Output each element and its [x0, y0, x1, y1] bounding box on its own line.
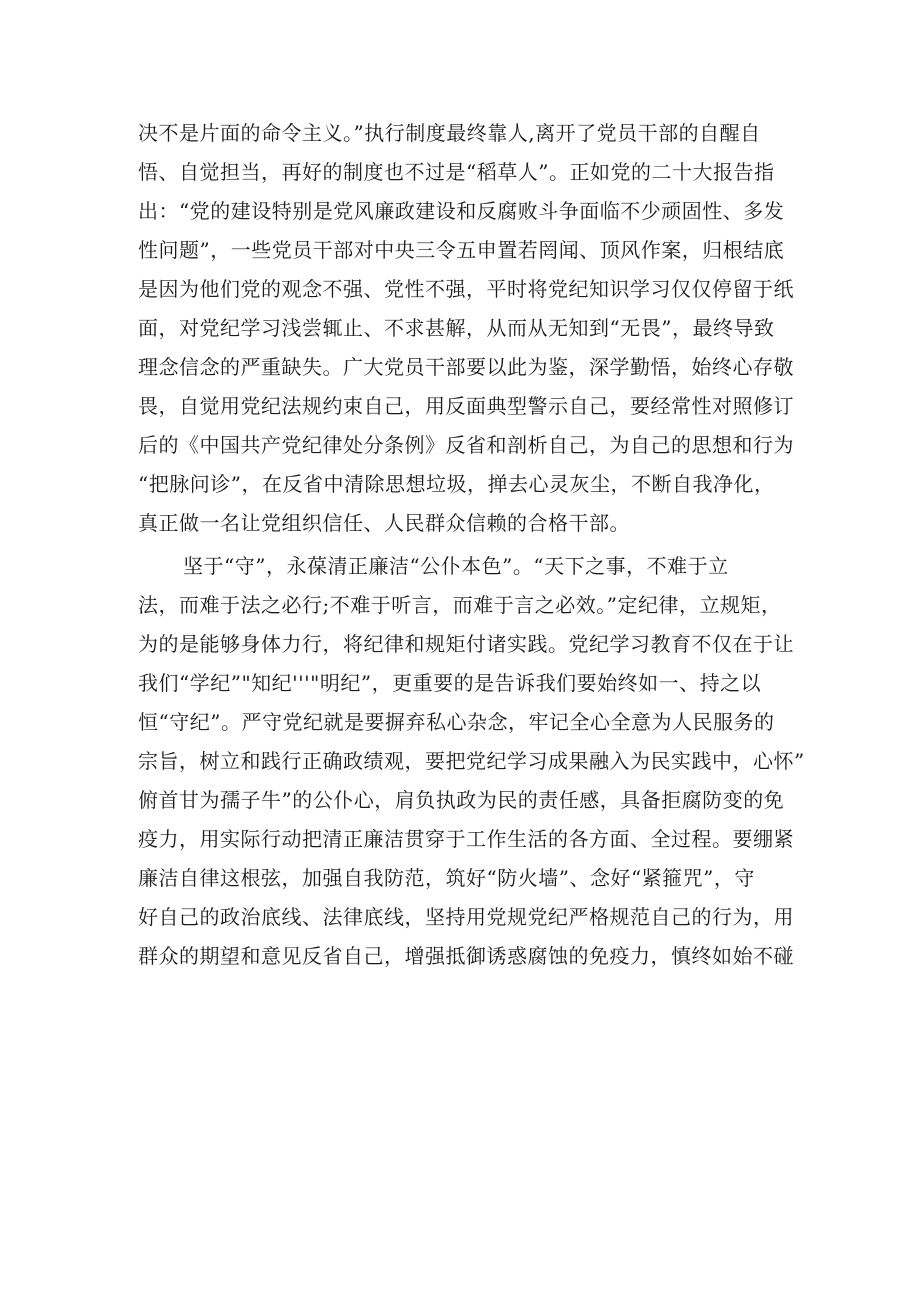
text-line: 为的是能够身体力行，将纪律和规矩付诸实践。党纪学习教育不仅在于让 [138, 632, 794, 656]
text-line: 疫力，用实际行动把清正廉洁贯穿于工作生活的各方面、全过程。要绷紧 [138, 827, 794, 851]
text-line: “把脉问诊”，在反省中清除思想垃圾，掸去心灵灰尘，不断自我净化， [138, 472, 775, 496]
text-line: 后的《中国共产党纪律处分条例》反省和剖析自己，为自己的思想和行为 [138, 433, 794, 457]
text-line: 是因为他们党的观念不强、党性不强，平时将党纪知识学习仅仅停留于纸 [138, 277, 794, 301]
text-line: 决不是片面的命令主义。”执行制度最终靠人,离开了党员干部的自醒自 [138, 121, 761, 145]
text-line: 出：“党的建设特别是党风廉政建设和反腐败斗争面临不少顽固性、多发 [138, 199, 785, 223]
text-line: 面，对党纪学习浅尝辄止、不求甚解，从而从无知到“无畏”，最终导致 [138, 316, 775, 340]
text-line: 好自己的政治底线、法律底线，坚持用党规党纪严格规范自己的行为，用 [138, 905, 794, 929]
text-line: 悟、自觉担当，再好的制度也不过是“稻草人”。正如党的二十大报告指 [138, 160, 775, 184]
text-line: 宗旨，树立和践行正确政绩观，要把党纪学习成果融入为民实践中，心怀” [138, 749, 805, 773]
text-line: 恒“守纪”。严守党纪就是要摒弃私心杂念，牢记全心全意为人民服务的 [138, 710, 775, 734]
text-line: 俯首甘为孺子牛”的公仆心，肩负执政为民的责任感，具备拒腐防变的免 [138, 788, 785, 812]
text-line: 坚于“守”，永葆清正廉洁“公仆本色”。“天下之事，不难于立 [183, 554, 729, 578]
text-line: 理念信念的严重缺失。广大党员干部要以此为鉴，深学勤悟，始终心存敬 [138, 355, 794, 379]
text-line: 法，而难于法之必行;不难于听言，而难于言之必效。”定纪律，立规矩， [138, 593, 782, 617]
text-line: 性问题”，一些党员干部对中央三令五申置若罔闻、顶风作案，归根结底 [138, 238, 785, 262]
text-line: 群众的期望和意见反省自己，增强抵御诱惑腐蚀的免疫力，慎终如始不碰 [138, 944, 794, 968]
paragraph-1 [138, 114, 798, 543]
paragraph-2 [138, 547, 805, 976]
text-line: 我们“学纪”"知纪'''"明纪”，更重要的是告诉我们要始终如一、持之以 [138, 671, 762, 695]
text-line: 畏，自觉用党纪法规约束自己，用反面典型警示自己，要经常性对照修订 [138, 394, 794, 418]
text-line: 真正做一名让党组织信任、人民群众信赖的合格干部。 [138, 511, 630, 535]
text-line: 廉洁自律这根弦，加强自我防范，筑好“防火墙”、念好“紧箍咒”，守 [138, 866, 755, 890]
